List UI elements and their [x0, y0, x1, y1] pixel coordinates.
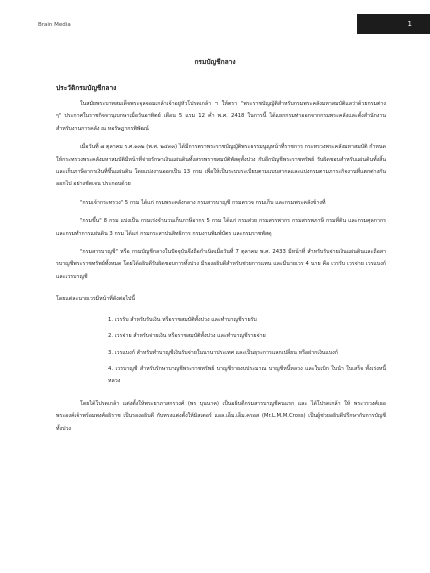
paragraph: "กรมเจ้ากระทรวง" 5 กรม ได้แก่ กรมพระคลังกลาง กรมสารบาญชี กรมตรวจ กรมเก็บ และกรมพระคลังข้างที่: [80, 199, 326, 206]
list-item: 1. เวรรับ สำหรับรับเงิน หรือราชสมบัติทั้งปวง และทำบาญชีรายรับ: [108, 316, 257, 323]
document-title: กรมบัญชีกลาง: [194, 58, 236, 66]
list-item: 4. เวรบาญชี สำหรับรักษาบาญชีพระราชทรัพย์ บาญชีรายงบประมาณ บาญชีหนี้หลวง และใบเบิก ใบนำ ใบเสร็จ ทั้งเร่งหนี้หลวง: [108, 365, 386, 385]
page-number-badge: [357, 14, 430, 34]
paragraph: "กรมสารบาญชี" หรือ กรมบัญชีกลางในปัจจุบันจึงถือกำเนิดเมื่อวันที่ 7 ตุลาคม พ.ศ. 2433 มีหน้าที่ สำหรับรับจ่ายเงินแผ่นดินและถือสารบาญชีพระราชทรัพย์ทั้งหมด โดยได้อธิบดีรับผิดชอบการทั้งปวง มีรองอธิบดีสำหรับช่วยการแทน และมีนายเวร 4 นาย คือ เวรรับ เวรจ่าย เวรแบงก์ และเวรบาญชี: [56, 249, 386, 280]
duties-list: [56, 314, 386, 388]
closing-paragraph: โดยได้โปรดเกล้า แต่งตั้งให้พระยาภาสกรวงศ์ (พร บุนนาค) เป็นอธิบดีกรมสารบาญชีคนแรก และ ได้โปรดเกล้า ให้ พระวรวงศ์เธอพระองค์เจ้าพร้อมพงศ์อธิราช เป็นรองอธิบดี กับทรงแต่งตั้งให้มิสเตอร์ แอล.เอ็ม.เอ็ม.ครอส (Mr.L.M.M.Cross) เป็นผู้ช่วยอธิบดีปรึกษากับการบัญชีทั้งปวง: [56, 400, 386, 432]
header-brand: Brain Media: [38, 22, 71, 28]
section-heading: ประวัติกรมบัญชีกลาง: [56, 84, 117, 92]
paragraph: ในสมัยพระบาทสมเด็จพระจุลจอมเกล้าเจ้าอยู่หัวโปรดเกล้า ฯ ให้ตรา "พระราชบัญญัติสำหรับกรมพระคลังมหาสมบัติแลว่าด้วยกรมต่าง ๆ" ประกาศในราชกิจจานุเบกษาเมื่อวันอาทิตย์ เดือน 5 แรม 12 ค่ำ พ.ศ. 2418 ในการนี้ ได้แยกกรมท่าออกจากกรมพระคลังและตั้งสำนักงานสำหรับงานการคลัง ณ หอรัษฎากรพิพัฒน์: [56, 101, 386, 132]
paragraph: เมื่อวันที่ ๗ ตุลาคม ร.ศ.๑๓๒ (พ.ศ. ๒๔๓๓) ได้มีการตราพระราชบัญญัติพระธรรมนูญหน้าที่ราชการ กระทรวงพระคลังมหาสมบัติ กำหนดให้กระทรวงพระคลังมหาสมบัติมีหน้าที่จ่ายรักษาเงินแผ่นดินทั้งสรรพราชสมบัติพัสดุทั้งปวง กับอีกบัญชีพระราชทรัพย์ รับผิดชอบสำหรับแผ่นดินทั้งสิ้นและเก็บภาษีอากรเงินที่ขึ้นแผ่นดิน โดยแบ่งงานออกเป็น 13 กรม เพื่อให้เป็นระบบระเบียบตามแบบสากลและแบ่งกรมตามภาระกิจงานที่แตกต่างกันออกไป อย่างชัดเจน ประกอบด้วย: [56, 144, 386, 188]
paragraph: "กรมขึ้น" 8 กรม แบ่งเป็น กรมเร่งจำนวนเก็บภาษีอากร 5 กรม ได้แก่ กรมส่วย กรมสรรพากร กรมสรรพภาษี กรมที่ดิน และกรมศุลกากร และกรมทำการแผ่นดิน 3 กรม ได้แก่ กรมกระสาปนสิทธิการ กรมงานพิมพ์บัตร และกรมราชพัสดุ: [56, 218, 386, 237]
list-intro: โดยแต่ละนายเวรมีหน้าที่ดังต่อไปนี้: [56, 296, 136, 303]
list-item: 2. เวรจ่าย สำหรับจ่ายเงิน หรือราชสมบัติทั้งปวง และทำบาญชีรายจ่าย: [108, 333, 266, 340]
page-number: 1: [407, 20, 412, 28]
list-item: 3. เวรแบงก์ สำหรับทำบาญชีเงินรับจ่ายในนานาประเทศ และเป็นธุระการแลกเปลี่ยน หรือฝากเงินแบงก์: [108, 349, 338, 356]
document-body: [56, 98, 386, 441]
